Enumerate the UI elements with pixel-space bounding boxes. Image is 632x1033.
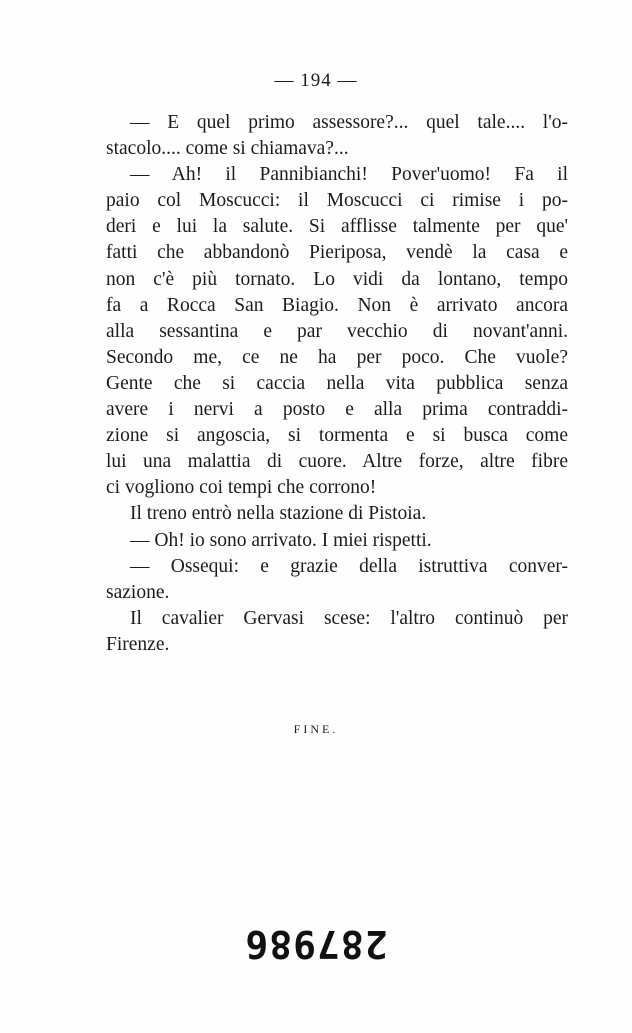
- end-label: FINE.: [293, 722, 339, 736]
- text-line: ci vogliono coi tempi che corrono!: [106, 477, 377, 499]
- text-line: fatti che abbandonò Pieriposa, vendè la casa e: [106, 242, 568, 264]
- text-line: lui una malattia di cuore. Altre forze, altre fibre: [106, 451, 568, 473]
- text-line: — Ossequi: e grazie della istruttiva conver-: [130, 555, 568, 577]
- page-number: — 194 —: [274, 70, 358, 91]
- text-line: Firenze.: [106, 633, 170, 655]
- text-line: sazione.: [106, 581, 170, 603]
- inventory-stamp: 287986: [244, 922, 388, 966]
- text-line: avere i nervi a posto e alla prima contraddi-: [106, 399, 568, 421]
- text-line: — Ah! il Pannibianchi! Pover'uomo! Fa il: [130, 164, 568, 186]
- text-line: non c'è più tornato. Lo vidi da lontano, tempo: [106, 268, 568, 290]
- text-line: zione si angoscia, si tormenta e si busca come: [106, 425, 568, 447]
- text-line: Secondo me, ce ne ha per poco. Che vuole?: [106, 346, 568, 368]
- text-line: Gente che si caccia nella vita pubblica senza: [106, 372, 568, 394]
- text-line: — E quel primo assessore?... quel tale.... l'o-: [130, 112, 568, 133]
- text-line: deri e lui la salute. Si afflisse talmente per que': [106, 216, 568, 238]
- text-line: stacolo.... come si chiamava?...: [106, 138, 349, 160]
- text-line: fa a Rocca San Biagio. Non è arrivato ancora: [106, 294, 568, 316]
- text-line: Il treno entrò nella stazione di Pistoia.: [130, 503, 427, 525]
- text-line: alla sessantina e par vecchio di novant'anni.: [106, 320, 568, 342]
- text-line: — Oh! io sono arrivato. I miei rispetti.: [130, 529, 432, 551]
- text-line: paio col Moscucci: il Moscucci ci rimise i po-: [106, 190, 568, 212]
- body-text: [106, 110, 568, 658]
- text-line: Il cavalier Gervasi scese: l'altro continuò per: [130, 607, 568, 629]
